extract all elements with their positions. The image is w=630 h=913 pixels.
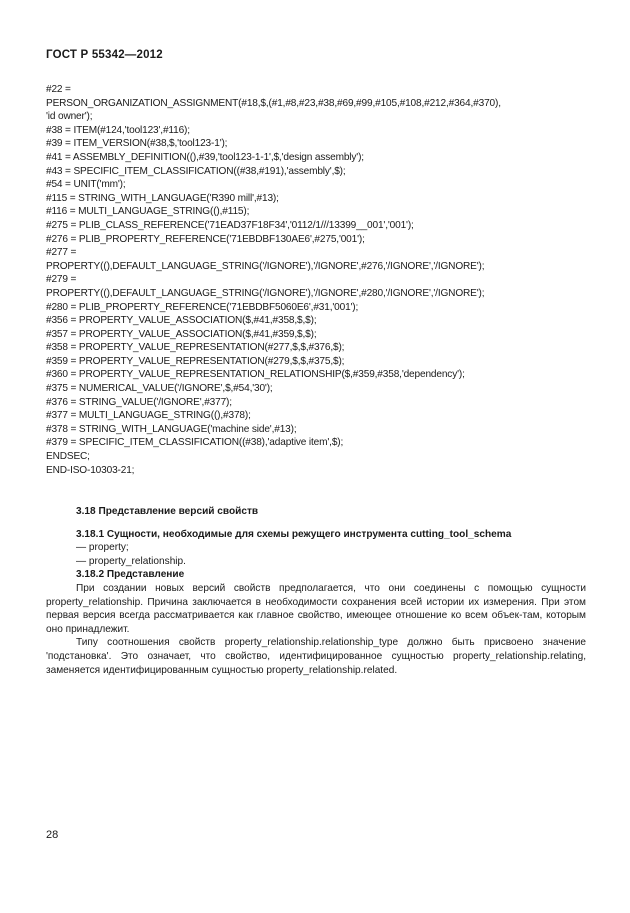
code-line: #379 = SPECIFIC_ITEM_CLASSIFICATION((#38),'adaptive item',$); bbox=[46, 437, 344, 449]
page-number: 28 bbox=[46, 829, 59, 841]
code-line: #356 = PROPERTY_VALUE_ASSOCIATION($,#41,#358,$,$); bbox=[46, 315, 317, 327]
paragraph-relationship-type: Типу соотношения свойств property_relationship.relationship_type должно быть присвоено значение 'подстановка'. Это означает, что свойство, идентифицированное сущностью property_relationship.relating, заменяется идентифицированным сущностью property_relationship.related. bbox=[46, 637, 586, 676]
code-line: #38 = ITEM(#124,'tool123',#116); bbox=[46, 124, 190, 136]
code-line: #376 = STRING_VALUE('/IGNORE',#377); bbox=[46, 396, 232, 408]
code-line: #116 = MULTI_LANGUAGE_STRING((),#115); bbox=[46, 206, 250, 218]
section-3-18 bbox=[46, 505, 586, 677]
code-line: #357 = PROPERTY_VALUE_ASSOCIATION($,#41,#359,$,$); bbox=[46, 328, 317, 340]
code-line: 'id owner'); bbox=[46, 111, 93, 123]
code-line: #378 = STRING_WITH_LANGUAGE('machine side',#13); bbox=[46, 423, 297, 435]
code-line: #54 = UNIT('mm'); bbox=[46, 179, 126, 191]
code-line: PROPERTY((),DEFAULT_LANGUAGE_STRING('/IGNORE'),'/IGNORE',#280,'/IGNORE','/IGNORE'); bbox=[46, 287, 485, 299]
code-line: #280 = PLIB_PROPERTY_REFERENCE('71EBDBF5060E6',#31,'001'); bbox=[46, 301, 359, 313]
paragraph-versions: При создании новых версий свойств предполагается, что они соединены с помощью сущности property_relationship. Причина заключается в необходимости сохранения всей истории их измерения. При этом первая версия всегда рассматривается как главное свойство, имеющее отношение ко всем объек-там, которым оно принадлежит. bbox=[46, 582, 586, 635]
code-line: #277 = bbox=[46, 247, 77, 259]
code-line: #275 = PLIB_CLASS_REFERENCE('71EAD37F18F34','0112/1///13399__001','001'); bbox=[46, 219, 414, 231]
code-line: PROPERTY((),DEFAULT_LANGUAGE_STRING('/IGNORE'),'/IGNORE',#276,'/IGNORE','/IGNORE'); bbox=[46, 260, 485, 272]
code-line: #377 = MULTI_LANGUAGE_STRING((),#378); bbox=[46, 410, 251, 422]
code-line: PERSON_ORGANIZATION_ASSIGNMENT(#18,$,(#1,#8,#23,#38,#69,#99,#105,#108,#212,#364,#370), bbox=[46, 97, 501, 109]
code-line: #358 = PROPERTY_VALUE_REPRESENTATION(#277,$,$,#376,$); bbox=[46, 342, 345, 354]
heading-3-18-1: 3.18.1 Сущности, необходимые для схемы режущего инструмента cutting_tool_schema bbox=[76, 528, 512, 540]
heading-3-18-2: 3.18.2 Представление bbox=[76, 569, 185, 581]
code-line: ENDSEC; bbox=[46, 451, 90, 463]
page-header-title: ГОСТ Р 55342—2012 bbox=[46, 49, 163, 61]
bullet-property-relationship: — property_relationship. bbox=[76, 555, 186, 567]
code-line: #22 = bbox=[46, 84, 71, 95]
code-line: #375 = NUMERICAL_VALUE('/IGNORE',$,#54,'30'); bbox=[46, 383, 273, 395]
code-line: #279 = bbox=[46, 274, 77, 286]
code-line: END-ISO-10303-21; bbox=[46, 464, 135, 476]
heading-3-18: 3.18 Представление версий свойств bbox=[76, 506, 259, 517]
bullet-property: — property; bbox=[76, 542, 129, 554]
code-line: #276 = PLIB_PROPERTY_REFERENCE('71EBDBF130AE6',#275,'001'); bbox=[46, 233, 365, 245]
code-line: #115 = STRING_WITH_LANGUAGE('R390 mill',#13); bbox=[46, 192, 279, 204]
code-line: #39 = ITEM_VERSION(#38,$,'tool123-1'); bbox=[46, 138, 228, 150]
step-file-listing bbox=[46, 83, 591, 477]
code-line: #360 = PROPERTY_VALUE_REPRESENTATION_RELATIONSHIP($,#359,#358,'dependency'); bbox=[46, 369, 465, 381]
code-line: #43 = SPECIFIC_ITEM_CLASSIFICATION((#38,#191),'assembly',$); bbox=[46, 165, 346, 177]
code-line: #41 = ASSEMBLY_DEFINITION((),#39,'tool123-1-1',$,'design assembly'); bbox=[46, 151, 364, 163]
code-line: #359 = PROPERTY_VALUE_REPRESENTATION(#279,$,$,#375,$); bbox=[46, 355, 345, 367]
